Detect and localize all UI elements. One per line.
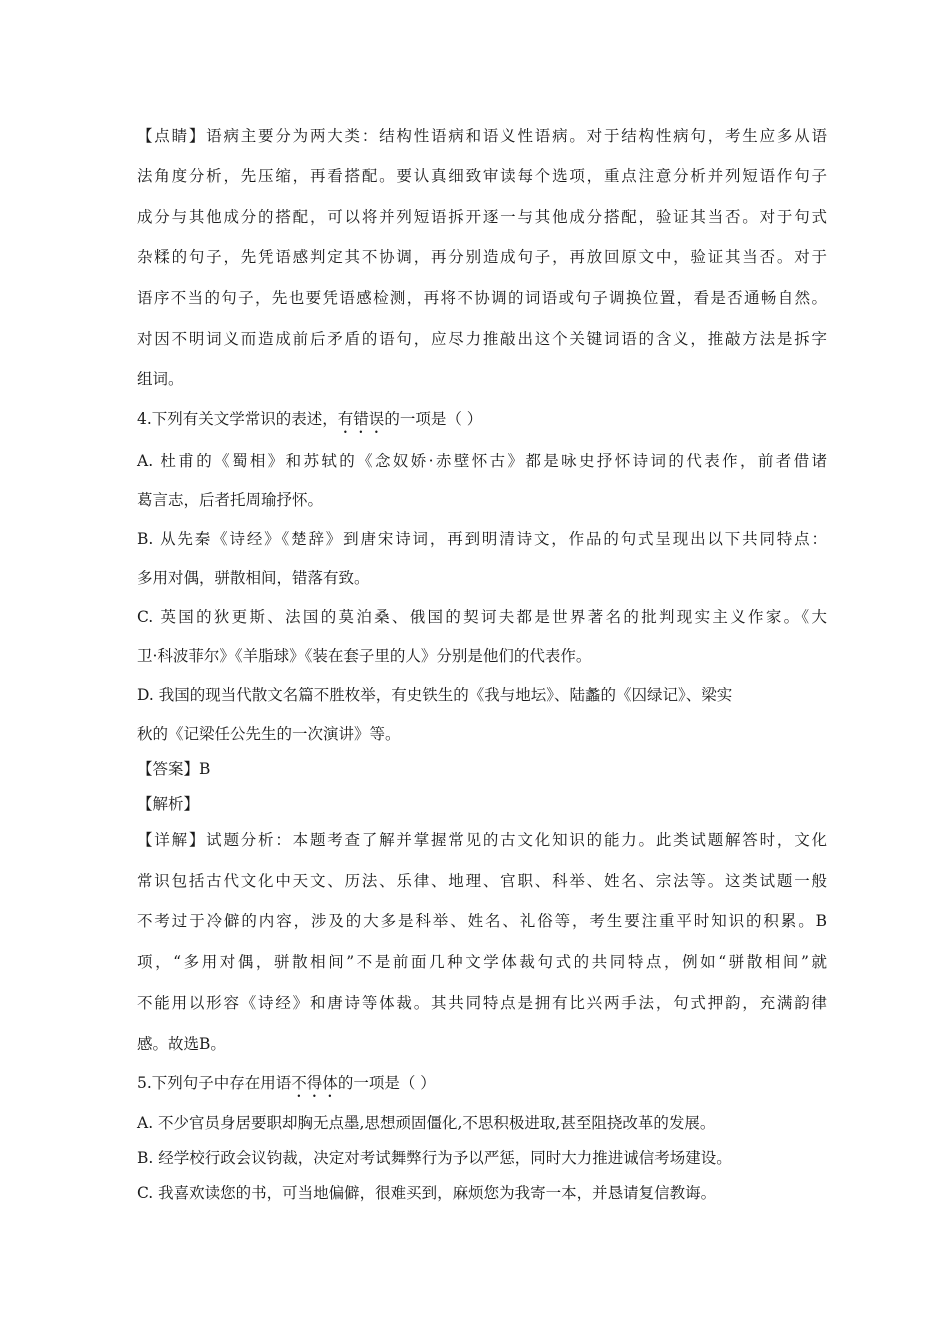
question-5-stem-suffix: 的一项是（ ） bbox=[337, 1074, 436, 1092]
question-4-detail-line: 项，“多用对偶，骈散相间”不是前面几种文学体裁句式的共同特点，例如“骈散相间”就 bbox=[137, 953, 827, 971]
question-4-analysis-title: 【解析】 bbox=[137, 795, 200, 813]
dianjing-line: 成分与其他成分的搭配，可以将并列短语拆开逐一与其他成分搭配，验证其当否。对于句式 bbox=[137, 208, 827, 226]
question-5-emphasis: 不得体 bbox=[291, 1074, 338, 1092]
dianjing-line: 法角度分析，先压缩，再看搭配。要认真细致审读每个选项，重点注意分析并列短语作句子 bbox=[137, 167, 827, 185]
question-4-detail-line: 感。故选B。 bbox=[137, 1035, 226, 1053]
question-4-stem-suffix: 的一项是（ ） bbox=[384, 410, 483, 428]
question-4-option-b-cont: 多用对偶，骈散相间，错落有致。 bbox=[137, 569, 370, 587]
question-4-option-a-cont: 葛言志，后者托周瑜抒怀。 bbox=[137, 491, 324, 509]
question-5-option-a: A. 不少官员身居要职却胸无点墨,思想顽固僵化,不思积极进取,甚至阻挠改革的发展。 bbox=[137, 1114, 716, 1132]
dianjing-line: 【点睛】语病主要分为两大类：结构性语病和语义性语病。对于结构性病句，考生应多从语 bbox=[137, 127, 827, 145]
dianjing-line: 杂糅的句子，先凭语感判定其不协调，再分别造成句子，再放回原文中，验证其当否。对于 bbox=[137, 248, 827, 266]
question-5-option-b: B. 经学校行政会议钧裁，决定对考试舞弊行为予以严惩，同时大力推进诚信考场建设。 bbox=[137, 1149, 732, 1167]
question-5-stem-prefix: 5.下列句子中存在用语 bbox=[137, 1074, 292, 1092]
question-4-emphasis: 有错误 bbox=[337, 410, 385, 428]
question-4-option-d: D. 我国的现当代散文名篇不胜枚举，有史铁生的《我与地坛》、陆蠡的《囚绿记》、梁实 bbox=[137, 686, 733, 704]
question-4-detail-line: 【详解】试题分析：本题考查了解并掌握常见的古文化知识的能力。此类试题解答时，文化 bbox=[137, 831, 827, 849]
dianjing-line: 语序不当的句子，先也要凭语感检测，再将不协调的词语或句子调换位置，看是否通畅自然。 bbox=[137, 289, 827, 307]
question-4-option-a: A. 杜甫的《蜀相》和苏轼的《念奴娇·赤壁怀古》都是咏史抒怀诗词的代表作，前者借诸 bbox=[137, 452, 827, 470]
question-4-option-c-cont: 卫·科波菲尔》《羊脂球》《装在套子里的人》分别是他们的代表作。 bbox=[137, 647, 592, 665]
dianjing-line: 对因不明词义而造成前后矛盾的语句，应尽力推敲出这个关键词语的含义，推敲方法是拆字 bbox=[137, 330, 827, 348]
question-4-detail-line: 常识包括古代文化中天文、历法、乐律、地理、官职、科举、姓名、宗法等。这类试题一般 bbox=[137, 872, 827, 890]
question-4-option-b: B. 从先秦《诗经》《楚辞》到唐宋诗词，再到明清诗文，作品的句式呈现出以下共同特点： bbox=[137, 530, 827, 548]
question-4-stem-prefix: 4.下列有关文学常识的表述， bbox=[137, 410, 338, 428]
question-4-detail-line: 不考过于冷僻的内容，涉及的大多是科举、姓名、礼俗等，考生要注重平时知识的积累。B bbox=[137, 912, 827, 930]
question-4-answer: 【答案】B bbox=[137, 760, 211, 778]
question-5-option-c: C. 我喜欢读您的书，可当地偏僻，很难买到，麻烦您为我寄一本，并恳请复信教诲。 bbox=[137, 1184, 717, 1202]
question-4-detail-line: 不能用以形容《诗经》和唐诗等体裁。其共同特点是拥有比兴两手法，句式押韵，充满韵律 bbox=[137, 994, 827, 1012]
question-5-stem bbox=[137, 1073, 827, 1101]
question-4-stem bbox=[137, 409, 827, 437]
question-4-option-d-cont: 秋的《记梁任公先生的一次演讲》等。 bbox=[137, 725, 401, 743]
dianjing-line: 组词。 bbox=[137, 370, 184, 388]
question-4-option-c: C. 英国的狄更斯、法国的莫泊桑、俄国的契诃夫都是世界著名的批判现实主义作家。《大 bbox=[137, 608, 827, 626]
